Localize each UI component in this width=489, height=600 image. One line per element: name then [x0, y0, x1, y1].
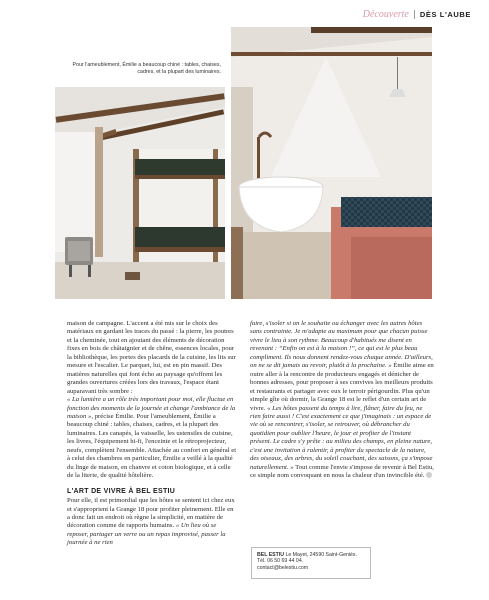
running-header [363, 9, 471, 20]
photo-bunk-bed-room [55, 87, 225, 299]
paragraph: faire, s'isoler si on le souhaite ou échanger avec les autres hôtes sans contrainte. Je m'adapte au maximum pour que chacun puisse vivre le lieu à son rythme. Beaucoup d'habitués me disent en revenant : “Enfin on est à la maison !”, ce qui est le plus beau compliment. Ils nous donnent rendez-vous chaque année. D'ailleurs, on ne se dit jamais au revoir, plutôt à la prochaine. » Émilie aime en outre aller à la rencontre de producteurs engagés et dénicher de bonnes adresses, pour proposer à ses convives les meilleurs produits et restaurants et partager avec eux le terroir périgourdin. Plus qu'un simple gîte où dormir, la Grange 18 est le reflet d'un certain art de vivre. « Les hôtes passent du temps à lire, flâner, faire du feu, ne rien faire aussi ! C'est exactement ce que j'imaginais : un espace de vie où se rencontrer, s'isoler, se retrouver, où débrancher du quotidien pour oublier l'heure, le jour et profiter de l'instant présent. Le cadre s'y prête : au milieu des champs, en pleine nature, c'est une invitation à ralentir, à profiter du spectacle de la nature, des oiseaux, des arbres, du soleil couchant, des saisons, ça s'impose naturellement. » Tout comme l'envie s'impose de revenir à Bel Estiu, ce simple nom convoquant en nous la chaleur d'un invincible été. [250, 320, 434, 480]
address-box [251, 547, 371, 579]
article-column-left [67, 320, 237, 548]
photo-caption: Pour l'ameublement, Émilie a beaucoup chiné : tables, chaises, cadres, et la plupart des luminaires. [72, 62, 221, 75]
quote: « La lumière a un rôle très important pour moi, elle fluctue en fonction des moments de la journée et change l'ambiance de la maison » [67, 396, 236, 420]
article-column-right [250, 320, 434, 481]
header-divider [414, 10, 415, 19]
section-subheading: L'ART DE VIVRE À BEL ESTIU [67, 487, 176, 495]
paragraph: « La lumière a un rôle très important pour moi, elle fluctue en fonction des moments de la journée et change l'ambiance de la maison », précise Émilie. Pour l'ameublement, Émilie a beaucoup chiné : tables, chaises, cadres, et la plupart des luminaires. Les canapés, la vaisselle, les ustensiles de cuisine, les livres, l'équipement hi-fi, l'enceinte et le rétroprojecteur, neufs, complètent l'ensemble. Attachée au confort en général et à celui des chambres en particulier, Émilie a veillé à la qualité du linge de maison, en chanvre et coton biologique, et à celle de la literie, de qualité hôtelière. [67, 396, 237, 480]
paragraph: maison de campagne. L'accent a été mis sur le choix des matériaux en gardant les traces du passé : la pierre, les poutres et la cheminée, tout en ajoutant des éléments de décoration fixes en bois de châtaignier et de chêne, essences locales, pour la bibliothèque, les portes des placards de la cuisine, les lits sur mesure et l'escalier. Le parquet, lui, est en pin massif. Des matières naturelles qui font écho au paysage qu'offrent les grandes ouvertures créées lors des travaux, l'espace étant auparavant très sombre : [67, 320, 236, 395]
venue-address: Le Mayet, 24590 Saint-Geniès. [284, 552, 357, 558]
photo-bathtub-bedroom [231, 27, 432, 299]
section-name: Découverte [362, 9, 409, 20]
quote: faire, s'isoler si on le souhaite ou échanger avec les autres hôtes sans contrainte. Je m'adapte au maximum pour que chacun puisse vivre le lieu à son rythme. Beaucoup d'habitués me disent en revenant : “Enfin on est à la maison !”, ce qui est le plus beau compliment. Ils nous donnent rendez-vous chaque année. D'ailleurs, on ne se dit jamais au revoir, plutôt à la prochaine. » [250, 320, 433, 370]
quote: « Les hôtes passent du temps à lire, flâner, faire du feu, ne rien faire aussi ! C'est exactement ce que j'imaginais : un espace de vie où se rencontrer, s'isoler, se retrouver, où débrancher du quotidien pour oublier l'heure, le jour et profiter de l'instant présent. Le cadre s'y prête : au milieu des champs, en pleine nature, c'est une invitation à ralentir, à profiter du spectacle de la nature, des oiseaux, des arbres, du soleil couchant, des saisons, ça s'impose naturellement. » [250, 404, 433, 471]
end-of-article-icon [426, 472, 432, 478]
venue-phone: Tél. 06 50 69 44 04. [257, 558, 304, 565]
venue-email: contact@belestiu.com [257, 564, 309, 571]
venue-name: BEL ESTIU [257, 552, 284, 558]
article-title: DÈS L'AUBE [419, 10, 471, 19]
paragraph: Pour elle, il est primordial que les hôtes se sentent ici chez eux et s'approprient la Grange 18 pour profiter pleinement. Elle en a donc fait un endroit où règne la simplicité, en matière de décoration comme de rapports humains. « Un lieu où se reposer, partager un verre ou un repas improvisé, passer la journée à ne rien [67, 497, 235, 547]
quote: « Un lieu où se reposer, partager un verre ou un repas improvisé, passer la journée à ne rien [67, 522, 226, 547]
